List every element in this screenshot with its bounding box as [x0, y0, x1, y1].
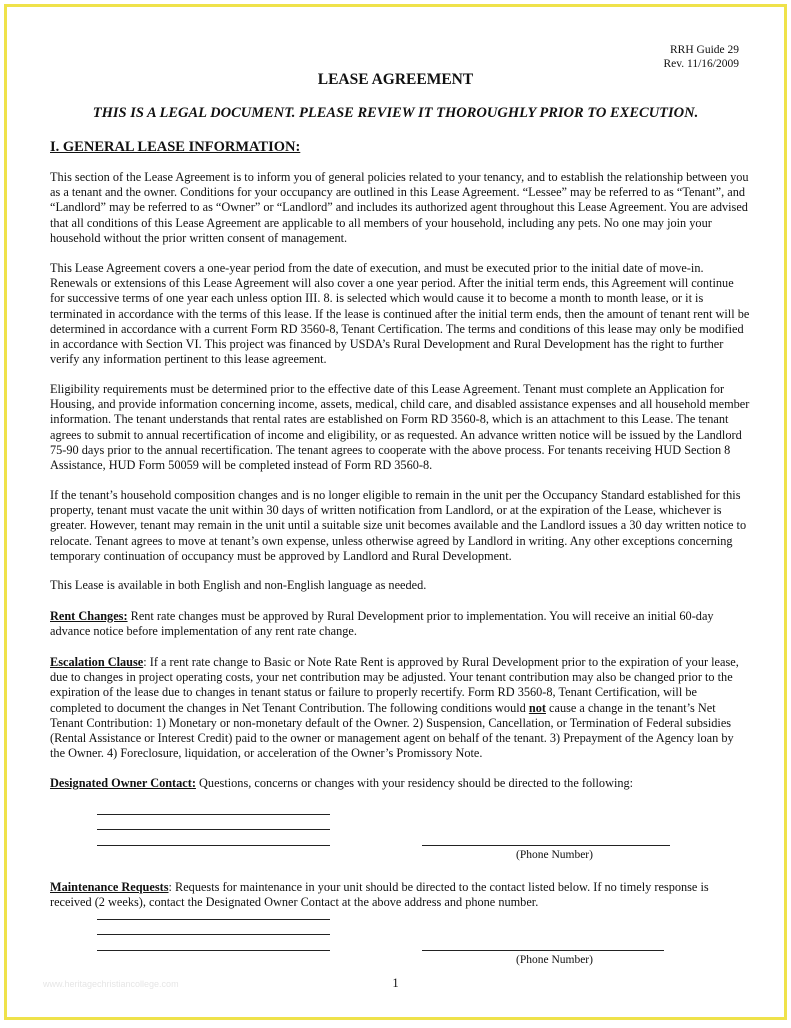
maintenance-city-line[interactable]	[97, 950, 330, 951]
revision-date: Rev. 11/16/2009	[663, 58, 739, 70]
guide-number: RRH Guide 29	[670, 44, 739, 56]
owner-contact-text: Questions, concerns or changes with your residency should be directed to the following:	[195, 776, 634, 790]
escalation-text-b: cause a change in the tenant’s Net Tenant Contribution: 1) Monetary or non-monetary default of the Owner. 2) Suspension, Cancellation, or Termination of Federal subsidies (Rental Assistance or Interest Credit) paid to the owner or management agent on behalf of the tenant. 3) Prepayment of the Agency loan by the Owner. 4) Foreclosure, liquidation, or acceleration of the Owner’s Promissory Note.	[50, 700, 734, 761]
document-reference	[664, 43, 740, 71]
owner-contact-label: Designated Owner Contact:	[50, 776, 196, 790]
maintenance-text: : Requests for maintenance in your unit should be directed to the contact listed below. If no timely response is received (2 weeks), contact the Designated Owner Contact at the above address and phone number.	[50, 880, 709, 910]
paragraph-eligibility: Eligibility requirements must be determined prior to the effective date of this Lease Agreement. Tenant must complete an Application for Housing, and provide information concerning income, assets, medical, child care, and disabled assistance expenses and all household member information. The tenant understands that rental rates are established on Form RD 3560-8, which is an attachment to this Lease. The tenant agrees to submit to annual recertification of income and eligibility, or as requested. An advance written notice will be issued by the Landlord 75-90 days prior to the annual recertification. The tenant agrees to cooperate with the above process. For tenants receiving HUD Section 8 Assistance, HUD Form 50059 will be completed instead of Form RD 3560-8.	[50, 382, 750, 473]
legal-warning: THIS IS A LEGAL DOCUMENT. PLEASE REVIEW IT THOROUGHLY PRIOR TO EXECUTION.	[92, 105, 699, 121]
maintenance-label: Maintenance Requests	[50, 880, 169, 894]
owner-city-line[interactable]	[97, 845, 330, 846]
rent-changes-text: Rent rate changes must be approved by Rural Development prior to implementation. You will receive an initial 60-day advance notice before implementation of any rent rate change.	[50, 609, 714, 639]
owner-address-line[interactable]	[97, 829, 330, 830]
document-title: LEASE AGREEMENT	[317, 71, 474, 88]
paragraph-household-changes: If the tenant’s household composition changes and is no longer eligible to remain in the unit per the Occupancy Standard established for this property, tenant must vacate the unit within 30 days of written notification from Landlord, or at the expiration of the Lease, whichever is greater. However, tenant may remain in the unit until a suitable size unit becomes available and the Landlord issues a 30 day written notice to relocate. Tenant agrees to move at tenant’s own expense, unless otherwise agreed by Landlord in writing. Any other exceptions concerning temporary continuation of occupancy must be approved by Landlord and Rural Development.	[50, 488, 747, 563]
maintenance-address-line[interactable]	[97, 934, 330, 935]
rent-changes-label: Rent Changes:	[50, 609, 128, 623]
maintenance-phone-line[interactable]	[422, 950, 664, 951]
paragraph-lease-term: This Lease Agreement covers a one-year period from the date of execution, and must be executed prior to the initial date of move-in. Renewals or extensions of this Lease Agreement will also cover a one year period. After the initial term ends, this Agreement will continue for successive terms of one year each unless option III. 8. is selected which would cause it to become a month to month lease, or it is terminated in accordance with the terms of this lease. If the lease is continued after the initial term ends, then the amount of tenant rent will be determined in accordance with a current Form RD 3560-8, Tenant Certification. The terms and conditions of this lease may only be modified in accordance with Section VI. This project was financed by USDA’s Rural Development and Rural Development has the right to further verify any information pertinent to this lease agreement.	[50, 261, 750, 367]
page-number: 1	[392, 976, 399, 990]
owner-phone-label: (Phone Number)	[516, 849, 593, 861]
watermark: www.heritagechristiancollege.com	[43, 979, 179, 989]
paragraph-language: This Lease is available in both English and non-English language as needed.	[50, 578, 427, 592]
paragraph-rent-changes	[50, 609, 750, 639]
maintenance-phone-label: (Phone Number)	[516, 954, 593, 966]
not-emphasis: not	[528, 700, 546, 715]
escalation-text-a: : If a rent rate change to Basic or Note Rate Rent is approved by Rural Development prior to the expiration of your lease, due to changes in project operating costs, your net contribution may be adjusted. Your tenant contribution may also be changed prior to the expiration of the lease due to changes in tenant status or failure to properly recertify. Form RD 3560-8, Tenant Certification, will be completed to document the changes in Net Tenant Contribution. The following conditions would	[50, 655, 739, 715]
paragraph-maintenance	[50, 880, 750, 910]
section-heading: I. GENERAL LEASE INFORMATION:	[50, 139, 301, 155]
maintenance-name-line[interactable]	[97, 919, 330, 920]
paragraph-owner-contact	[50, 776, 750, 791]
paragraph-general-policies: This section of the Lease Agreement is to inform you of general policies related to your tenancy, and to establish the relationship between you as a tenant and the owner. Conditions for your occupancy are outlined in this Lease Agreement. “Lessee” may be referred to as “Tenant”, and “Landlord” may be referred to as “Owner” or “Landlord” and includes its authorized agent throughout this Lease Agreement. You are advised that all conditions of this Lease Agreement are applicable to all members of your household, including any pets. No one may join your household without the prior written consent of management.	[50, 170, 749, 245]
owner-phone-line[interactable]	[422, 845, 670, 846]
escalation-label: Escalation Clause	[50, 655, 144, 669]
document-page	[4, 4, 787, 1020]
paragraph-escalation-clause	[50, 655, 750, 761]
owner-name-line[interactable]	[97, 814, 330, 815]
